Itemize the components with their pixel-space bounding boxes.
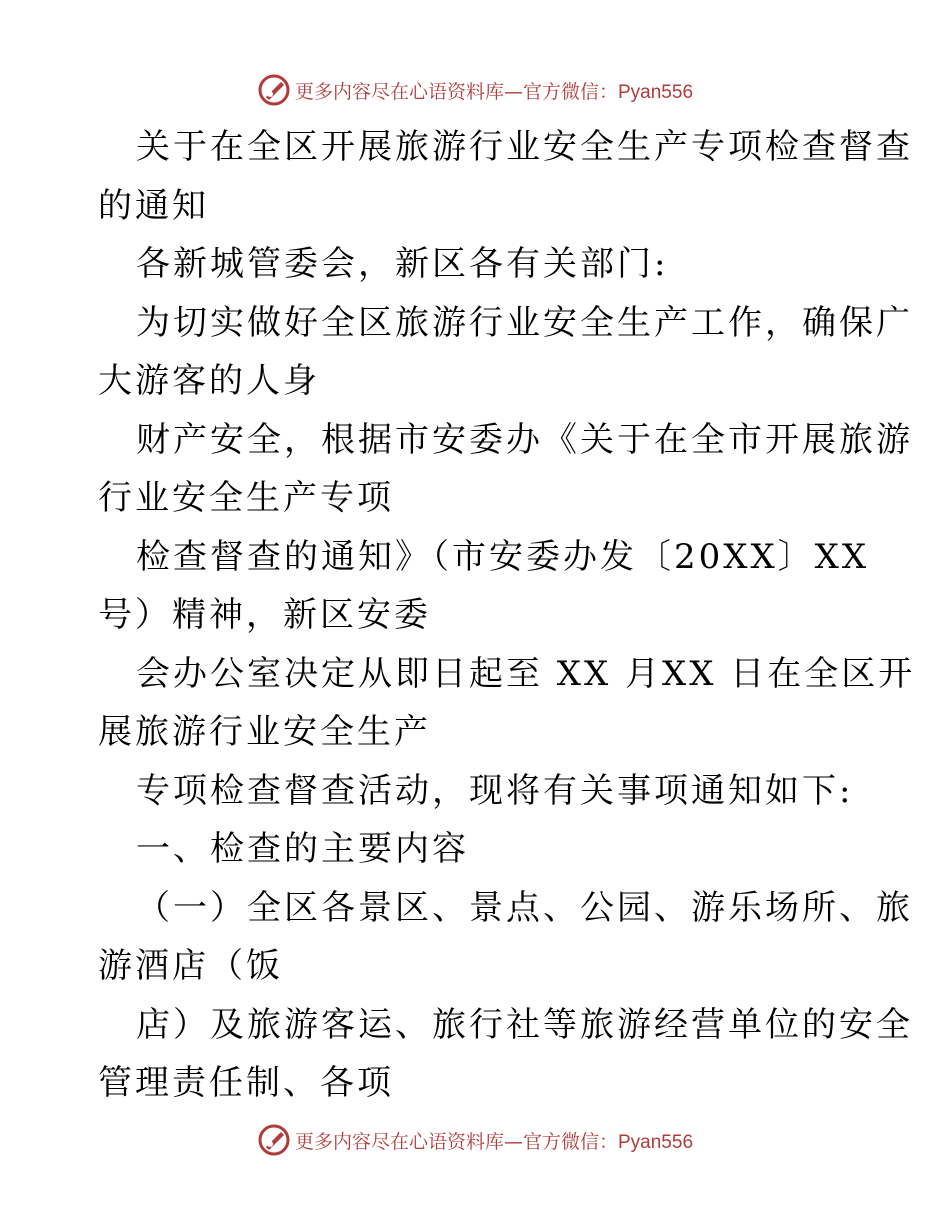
watermark-text: 更多内容尽在心语资料库—官方微信：Pyan556 [294,80,694,103]
watermark-logo-icon [257,1123,291,1157]
text-line: 为切实做好全区旅游行业安全生产工作，确保广 [136,302,913,343]
text-line: 展旅游行业安全生产 [98,712,431,752]
document-body [98,118,916,1113]
text-line: 各新城管委会，新区各有关部门: [136,244,669,284]
text-line: 关于在全区开展旅游行业安全生产专项检查督查 [136,127,913,167]
text-line: 会办公室决定从即日起至 XX 月XX 日在全区开 [136,653,916,694]
text-line: 游酒店（饭 [98,946,283,986]
text-line: 检查督查的通知》（市安委办发〔20XX〕XX [136,536,870,577]
text-line: 专项检查督查活动，现将有关事项通知如下: [136,770,854,811]
text-line: 店）及旅游客运、旅行社等旅游经营单位的安全 [136,1004,913,1045]
watermark-text: 更多内容尽在心语资料库—官方微信：Pyan556 [294,1130,694,1153]
text-line: 一、检查的主要内容 [136,829,469,869]
header-watermark [0,70,950,110]
watermark-logo-icon [257,73,291,107]
text-line: 财产安全，根据市安委办《关于在全市开展旅游 [136,419,913,460]
text-line: 管理责任制、各项 [98,1063,394,1103]
text-line: 的通知 [98,185,209,226]
text-line: （一）全区各景区、景点、公园、游乐场所、旅 [136,887,913,928]
text-line: 号）精神，新区安委 [98,595,431,635]
footer-watermark [0,1120,950,1160]
text-line: 大游客的人身 [98,361,320,401]
text-line: 行业安全生产专项 [98,478,394,518]
